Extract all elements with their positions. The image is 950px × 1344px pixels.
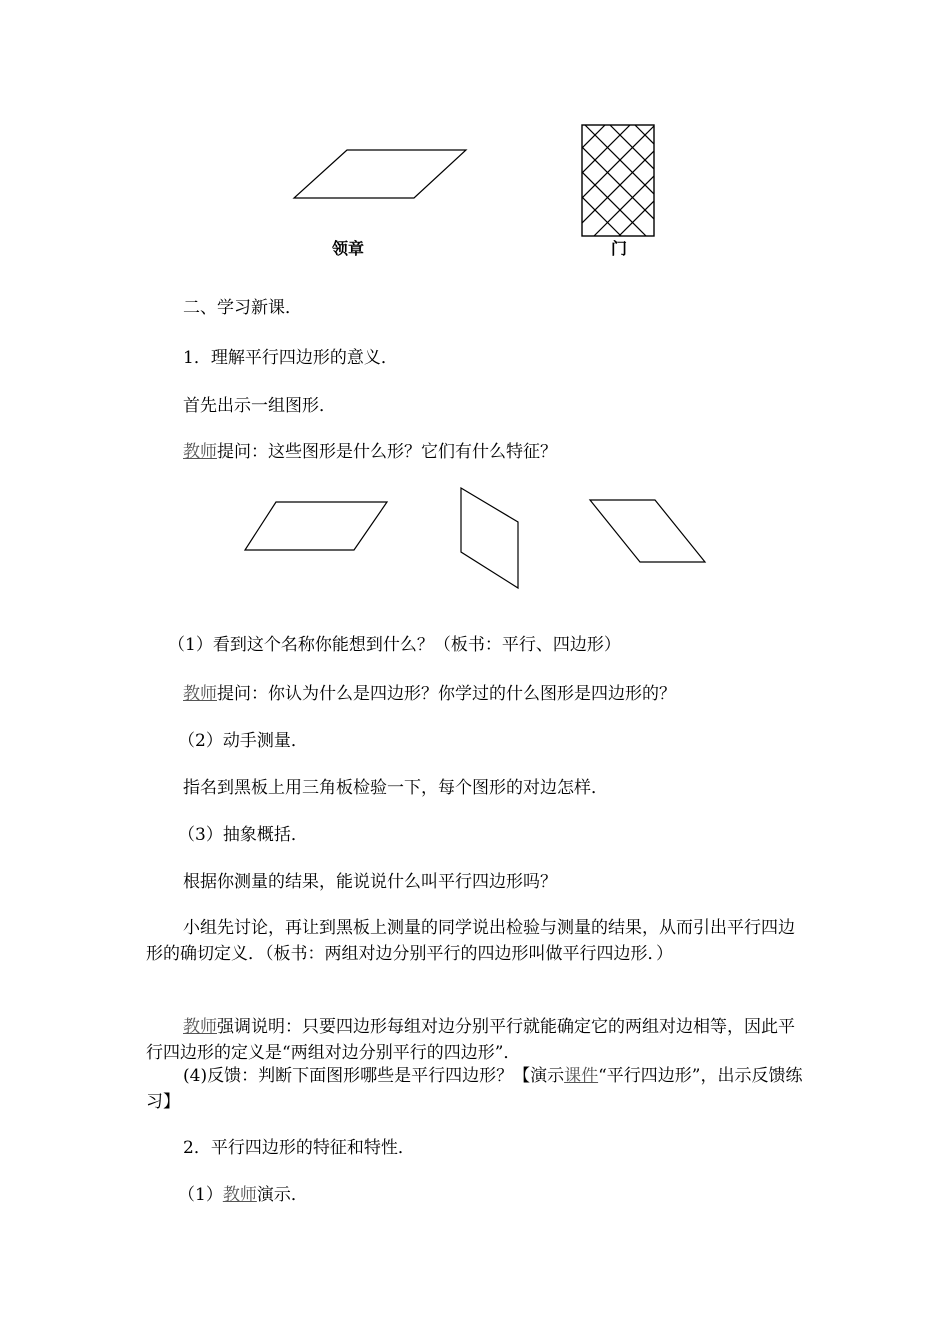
subsection-2-title: 2．平行四边形的特征和特性． xyxy=(183,1138,415,1158)
measure-text: 指名到黑板上用三角板检验一下，每个图形的对边怎样． xyxy=(183,778,608,798)
teacher-question-2: 教师提问：你认为什么是四边形？你学过的什么图形是四边形的？ xyxy=(183,684,676,704)
item-demo-text: （1）教师演示． xyxy=(178,1185,308,1205)
item-3-text: （3）抽象概括． xyxy=(178,825,308,845)
feedback-paragraph: (4)反馈：判断下面图形哪些是平行四边形？【演示课件“平行四边形”，出示反馈练习】 xyxy=(146,1066,803,1112)
parallelogram-c xyxy=(590,500,705,562)
show-figures-text: 首先出示一组图形． xyxy=(183,396,336,416)
teacher-link[interactable]: 教师 xyxy=(183,1017,217,1037)
teacher-question-1: 教师提问：这些图形是什么形？它们有什么特征？ xyxy=(183,442,557,462)
ask-definition-text: 根据你测量的结果，能说说什么叫平行四边形吗？ xyxy=(183,872,557,892)
teacher-link[interactable]: 教师 xyxy=(183,442,217,462)
section-title: 二、学习新课． xyxy=(183,298,302,318)
teacher-link[interactable]: 教师 xyxy=(222,1185,257,1205)
item-1-text: （1）看到这个名称你能想到什么？（板书：平行、四边形） xyxy=(168,635,621,655)
parallelogram-a xyxy=(245,502,387,550)
courseware-link[interactable]: 课件 xyxy=(564,1066,599,1086)
parallelogram-b xyxy=(461,488,518,588)
item-2-text: （2）动手测量． xyxy=(178,731,308,751)
emphasis-paragraph: 教师强调说明：只要四边形每组对边分别平行就能确定它的两组对边相等，因此平行四边形的定义是“两组对边分别平行的四边形”． xyxy=(146,1017,795,1063)
teacher-link[interactable]: 教师 xyxy=(183,684,217,704)
door-label: 门 xyxy=(611,239,628,258)
subsection-1-title: 1．理解平行四边形的意义． xyxy=(183,348,398,368)
discussion-paragraph: 小组先讨论，再让到黑板上测量的同学说出检验与测量的结果，从而引出平行四边形的确切定义．（板书：两组对边分别平行的四边形叫做平行四边形．） xyxy=(146,918,795,964)
badge-label: 领章 xyxy=(332,239,365,258)
